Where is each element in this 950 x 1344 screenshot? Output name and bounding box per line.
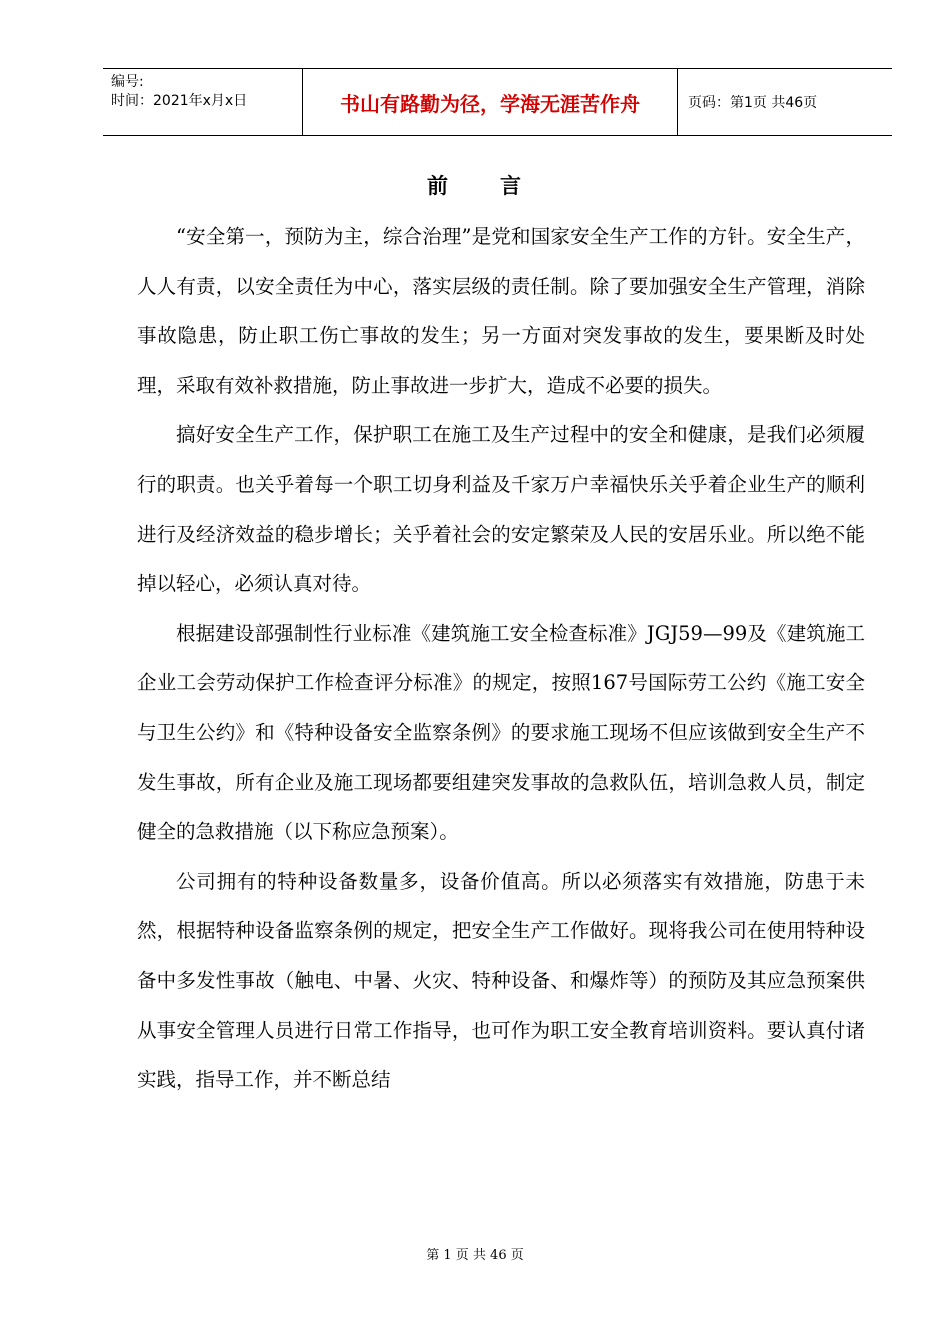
title-part-2: 言 [500,173,523,198]
document-body [137,212,865,1105]
paragraph-2: 搞好安全生产工作，保护职工在施工及生产过程中的安全和健康，是我们必须履行的职责。也关乎着每一个职工切身利益及千家万户幸福快乐关乎着企业生产的顺利进行及经济效益的稳步增长；关乎着社会的安定繁荣及人民的安居乐业。所以绝不能掉以轻心，必须认真对待。 [137,423,865,596]
title-part-1: 前 [427,173,450,198]
paragraph-4: 公司拥有的特种设备数量多，设备价值高。所以必须落实有效措施，防患于未然，根据特种设备监察条例的规定，把安全生产工作做好。现将我公司在使用特种设备中多发性事故（触电、中暑、火灾、特种设备、和爆炸等）的预防及其应急预案供从事安全管理人员进行日常工作指导，也可作为职工安全教育培训资料。要认真付诸实践，指导工作，并不断总结 [137,869,865,1092]
serial-number-label: 编号: [111,74,144,90]
paragraph-3: 根据建设部强制性行业标准《建筑施工安全检查标准》JGJ59—99及《建筑施工企业工会劳动保护工作检查评分标准》的规定，按照167号国际劳工公约《施工安全与卫生公约》和《特种设备安全监察条例》的要求施工现场不但应该做到安全生产不发生事故，所有企业及施工现场都要组建突发事故的急救队伍，培训急救人员，制定健全的急救措施（以下称应急预案）。 [137,621,865,844]
date-label: 时间：2021年x月x日 [111,93,248,109]
paragraph-1: “安全第一，预防为主，综合治理”是党和国家安全生产工作的方针。安全生产，人人有责，以安全责任为中心，落实层级的责任制。除了要加强安全生产管理，消除事故隐患，防止职工伤亡事故的发生；另一方面对突发事故的发生，要果断及时处理，采取有效补救措施，防止事故进一步扩大，造成不必要的损失。 [137,225,865,397]
header-page-code: 页码：第1页 共46页 [688,95,818,111]
page-header [103,68,892,136]
page-footer: 第 1 页 共 46 页 [426,1248,524,1263]
header-info-cell [103,69,303,135]
header-motto: 书山有路勤为径，学海无涯苦作舟 [303,69,678,135]
document-title [0,170,950,200]
